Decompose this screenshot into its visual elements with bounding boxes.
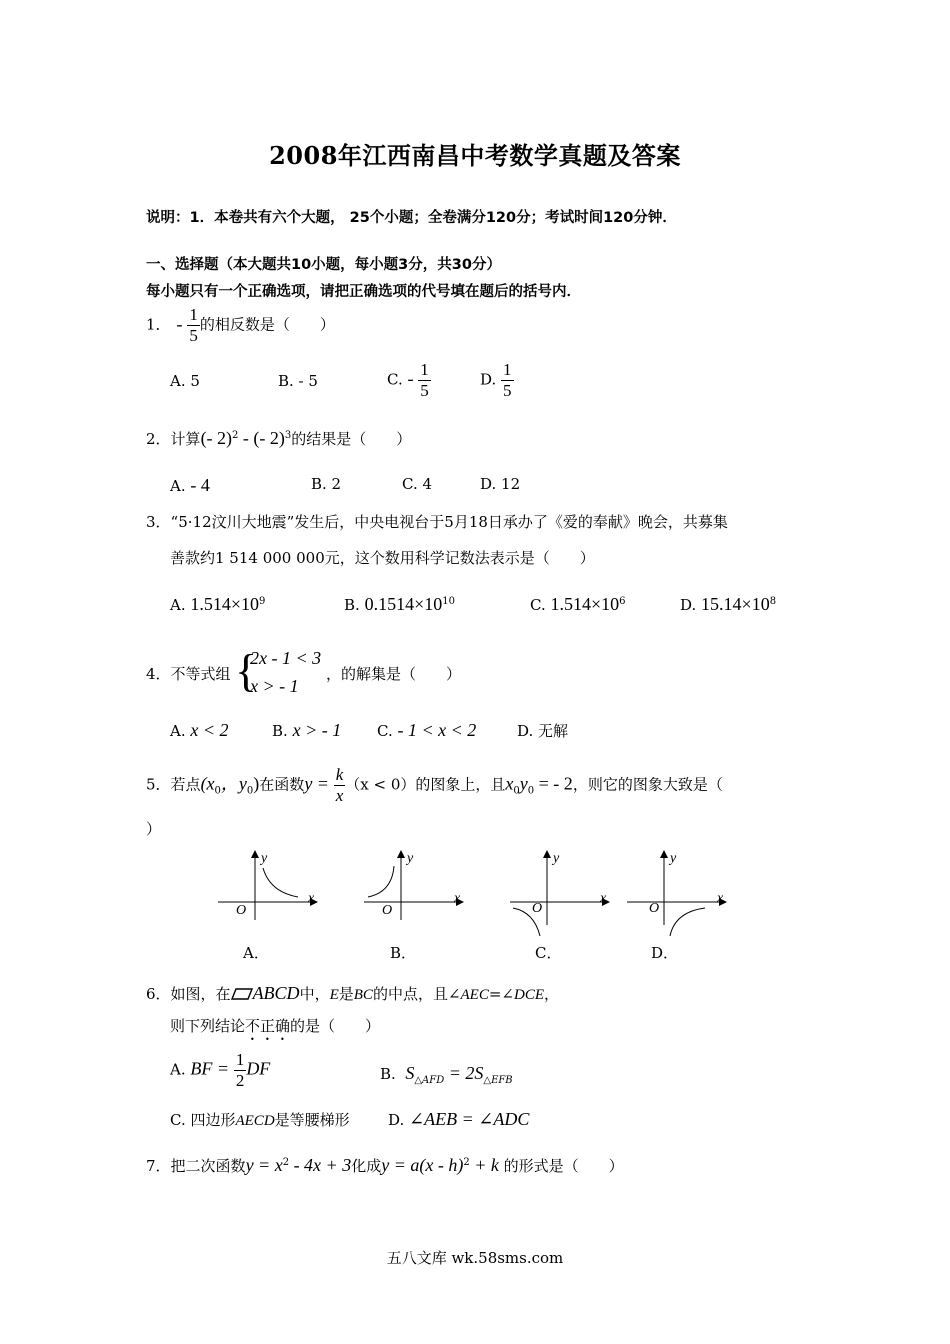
option-a: A. BF = $\frac{1}{2}$ DF [170, 1050, 271, 1090]
question-2: 2．计算(- 2)$^2$ - (- 2)$^3$的结果是（ ） [146, 428, 412, 448]
svg-text:x: x [717, 891, 724, 906]
option-a: A. - 4 [170, 475, 210, 495]
inequality-1: 2x - 1 < 3 [250, 648, 322, 668]
option-b: B. $S_{\triangle AFD} = 2S_{\triangle EFB}$ [380, 1063, 513, 1086]
svg-text:y: y [261, 851, 268, 866]
option-a: A. $1.514\times 10^9$ [170, 594, 266, 614]
question-4-suffix: ，的解集是（ ） [326, 665, 462, 683]
graph-d [627, 850, 727, 924]
question-3-line2: 善款约1 514 000 000元，这个数用科学记数法表示是（ ） [170, 549, 595, 567]
question-5-line2: ） [146, 820, 162, 838]
question-text: 的相反数是（ ） [199, 315, 335, 334]
question-3-line1: 3．“5·12汶川大地震”发生后，中央电视台于5月18日承办了《爱的奉献》晚会，共募集 [146, 513, 728, 531]
option-d: D. 12 [480, 475, 521, 493]
page-title: 2008年江西南昌中考数学真题及答案 [269, 141, 681, 170]
svg-text:O: O [382, 903, 393, 918]
option-d: D. 无解 [517, 722, 569, 740]
section-instruction: 每小题只有一个正确选项，请把正确选项的代号填在题后的括号内． [146, 284, 581, 300]
inequality-2: x > - 1 [250, 676, 299, 696]
svg-text:y: y [553, 851, 560, 866]
question-7: 7．把二次函数$y = x^2 - 4x + 3$化成y = a(x - h)$^2$ + k 的形式是（ ） [146, 1155, 624, 1175]
svg-text:O: O [649, 901, 660, 916]
section-heading: 一、选择题（本大题共10小题，每小题3分，共30分） [146, 257, 501, 273]
svg-text:O: O [236, 903, 247, 918]
option-c: C. $1.514\times 10^6$ [530, 594, 626, 614]
svg-text:x: x [454, 891, 461, 906]
svg-text:y: y [407, 851, 414, 866]
question-5: 5．若点($x_0$，$y_0$)在函数y = $\frac{k}{x}$ （x < 0）的图象上，且$x_0y_0$ = - 2，则它的图象大致是（ [146, 765, 723, 805]
svg-text:O: O [532, 901, 543, 916]
option-b: B. x > - 1 [272, 720, 342, 740]
exam-note: 说明：1．本卷共有六个大题， 25个小题；全卷满分120分；考试时间120分钟． [146, 210, 677, 226]
option-c: C. 四边形AECD是等腰梯形 [170, 1111, 350, 1129]
question-6-line2: 则下列结论不正确的是（ ） [170, 1017, 381, 1035]
graph-b [364, 850, 464, 924]
graph-a [218, 850, 318, 924]
parallelogram-icon [231, 988, 253, 1000]
option-c: C. 4 [402, 475, 433, 493]
graph-a-label: A． [243, 944, 269, 962]
option-d: D. $\frac{1}{5}$ [480, 360, 512, 400]
option-d: D. $15.14\times 10^8$ [680, 594, 777, 614]
option-a: A. x < 2 [170, 720, 229, 740]
option-b: B. 2 [311, 475, 342, 493]
fraction: $\frac{1}{5}$ [189, 305, 198, 345]
graph-d-label: D． [651, 944, 679, 962]
svg-text:x: x [308, 891, 315, 906]
minus-sign: - [176, 313, 183, 334]
system-brace: { [235, 645, 258, 696]
svg-text:y: y [670, 851, 677, 866]
graph-c-label: C． [535, 944, 562, 962]
question-1 [146, 305, 335, 346]
graph-c [510, 850, 610, 924]
question-number: 1． [146, 315, 171, 334]
option-d: D. ∠AEB = ∠ADC [388, 1109, 530, 1129]
question-6: 6．如图，在 ABCD中，E是BC的中点，且∠AEC=∠DCE， [146, 983, 560, 1003]
svg-text:x: x [600, 891, 607, 906]
option-c: C. - $\frac{1}{5}$ [387, 360, 429, 400]
option-a: A. 5 [170, 372, 200, 390]
option-b: B. $0.1514\times 10^{10}$ [344, 594, 455, 614]
option-c: C. - 1 < x < 2 [377, 720, 477, 740]
graph-b-label: B． [390, 944, 417, 962]
question-4-prefix: 4．不等式组 [146, 665, 231, 683]
footer-source: 五八文库 wk.58sms.com [386, 1249, 564, 1267]
option-b: B. - 5 [278, 372, 318, 390]
